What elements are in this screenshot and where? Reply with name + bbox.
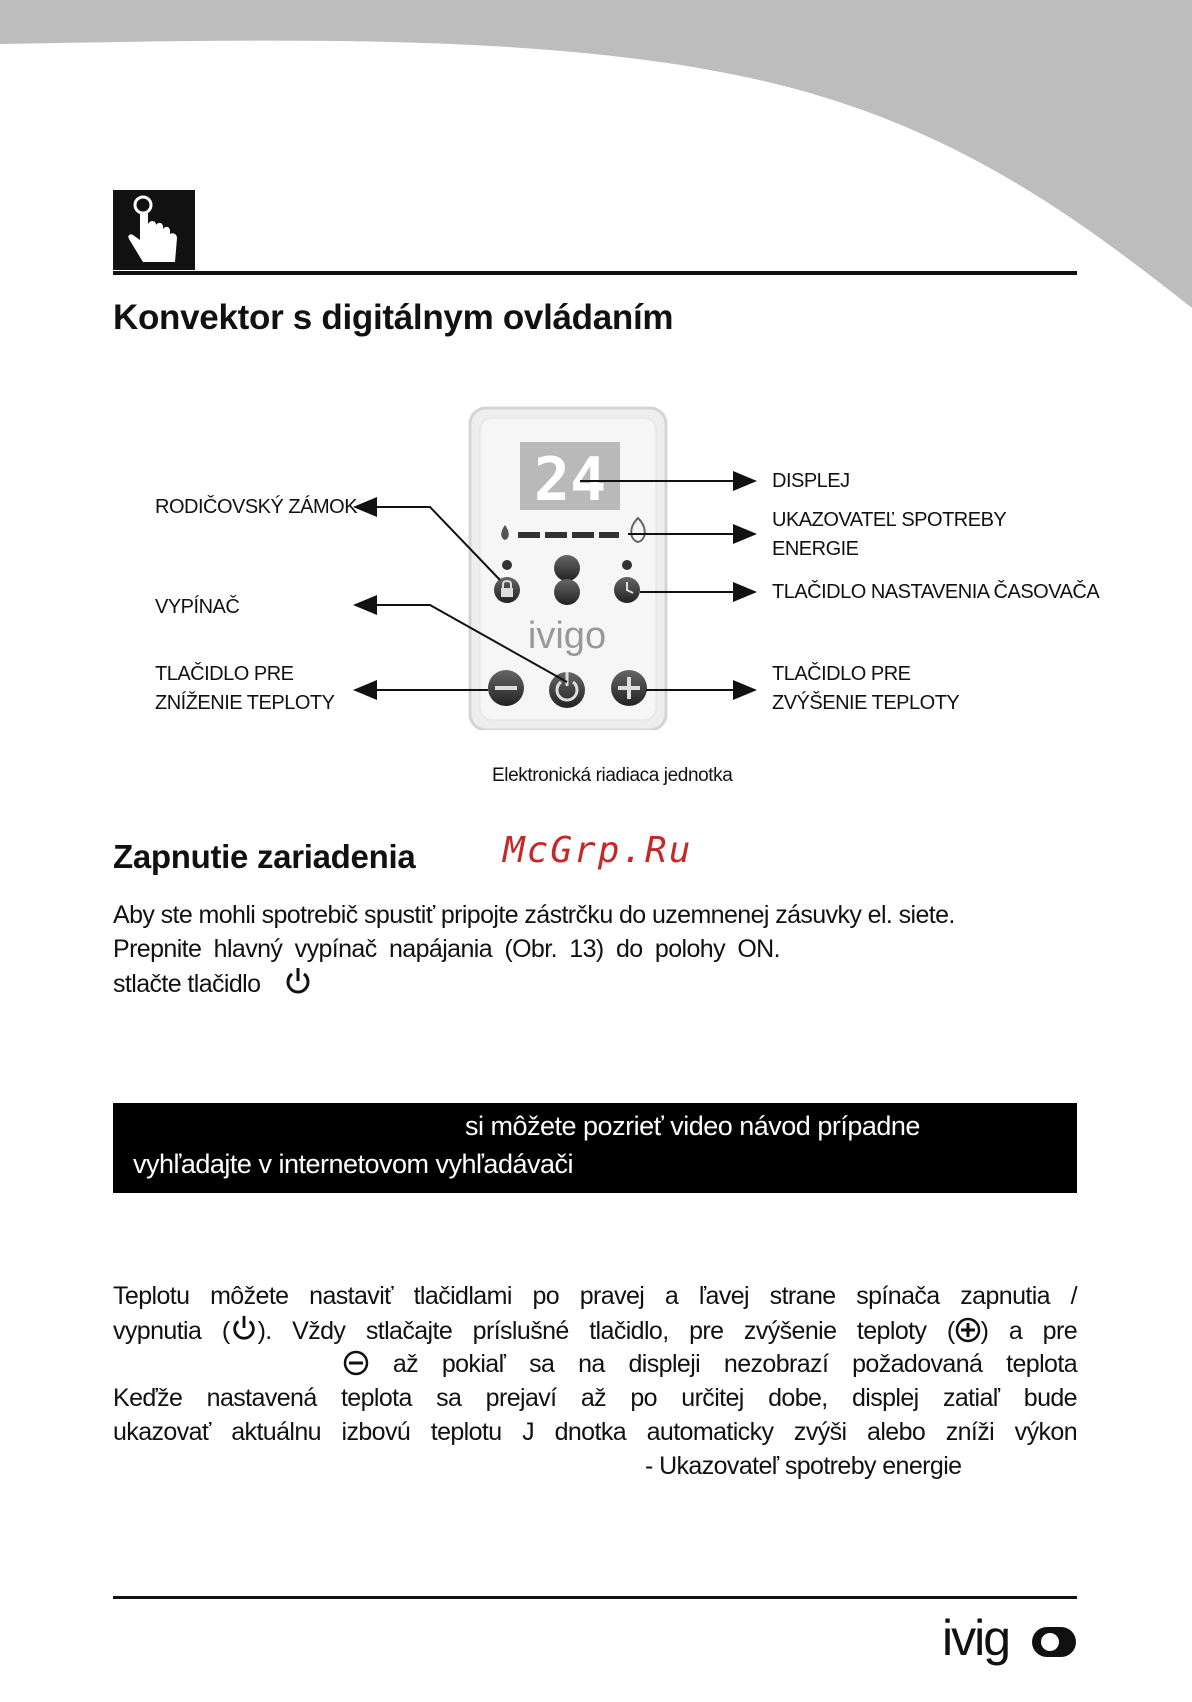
label-temp-down — [155, 660, 334, 718]
device-brand: ivigo — [527, 615, 607, 657]
section-heading-power-on: Zapnutie zariadenia — [113, 838, 416, 875]
label-display: DISPLEJ — [772, 470, 850, 492]
page-title: Konvektor s digitálnym ovládaním — [113, 298, 674, 337]
temp-line-6: - Ukazovateľ spotreby energie — [645, 1452, 962, 1480]
temp-line-2a: vypnutia ( — [113, 1317, 230, 1345]
temp-line-3 — [113, 1347, 1077, 1381]
label-energy-line2: ENERGIE — [772, 538, 859, 560]
power-icon — [230, 1313, 258, 1343]
header-rule — [113, 271, 1077, 275]
power-icon — [283, 966, 313, 996]
power-on-line-2: Prepnite hlavný vypínač napájania (Obr. 13) do polohy ON. — [113, 935, 780, 963]
power-on-line-1: Aby ste mohli spotrebič spustiť pripojte zástrčku do uzemnenej zásuvky el. siete. — [113, 901, 955, 929]
minus-icon — [343, 1350, 369, 1376]
temp-line-2b: ). Vždy stlačajte príslušné tlačidlo, pre zvýšenie teploty ( — [257, 1317, 955, 1345]
temp-line-1: Teplotu môžete nastaviť tlačidlami po pravej a ľavej strane spínača zapnutia / — [113, 1282, 1077, 1310]
label-temp-down-line2: ZNÍŽENIE TEPLOTY — [155, 692, 335, 714]
temperature-paragraph — [113, 1279, 1077, 1483]
ivigo-logo — [940, 1605, 1080, 1669]
banner-line-2: vyhľadajte v internetovom vyhľadávači — [133, 1149, 573, 1179]
temp-line-2c: ) a pre — [980, 1317, 1077, 1345]
label-temp-up-line2: ZVÝŠENIE TEPLOTY — [772, 692, 960, 714]
display-value: 24 — [533, 445, 607, 515]
temp-line-4: Keďže nastavená teplota sa prejaví až po určitej dobe, displej zatiaľ bude — [113, 1384, 1077, 1412]
label-energy — [772, 506, 1006, 564]
minus-button[interactable] — [488, 670, 524, 706]
watermark: McGrp.Ru — [503, 830, 693, 871]
plus-button[interactable] — [611, 670, 647, 706]
press-button-text: stlačte tlačidlo — [113, 970, 261, 998]
temp-line-2 — [113, 1313, 1077, 1347]
banner-line-1: si môžete pozrieť video návod prípadne — [465, 1111, 920, 1141]
control-panel-diagram — [0, 400, 1192, 730]
diagram-caption: Elektronická riadiaca jednotka — [492, 765, 733, 786]
video-guide-banner — [113, 1103, 1077, 1193]
temp-line-3-text: až pokiaľ sa na displeji nezobrazí požadovaná teplota — [392, 1350, 1077, 1378]
label-power-switch: VYPÍNAČ — [155, 596, 240, 618]
display-panel — [520, 442, 620, 515]
label-timer: TLAČIDLO NASTAVENIA ČASOVAČA — [772, 581, 1100, 603]
label-temp-up-line1: TLAČIDLO PRE — [772, 663, 911, 685]
footer-rule — [113, 1596, 1077, 1599]
label-energy-line1: UKAZOVATEĽ SPOTREBY — [772, 509, 1007, 531]
label-temp-up — [772, 660, 959, 718]
logo-text: ivig — [942, 1610, 1010, 1666]
plus-icon — [955, 1317, 981, 1343]
touch-icon — [113, 190, 195, 270]
label-temp-down-line1: TLAČIDLO PRE — [155, 663, 294, 685]
power-on-line-3 — [113, 966, 1077, 1000]
power-on-paragraph — [113, 898, 1077, 1000]
temp-line-5: ukazovať aktuálnu izbovú teplotu J dnotka automaticky zvýši alebo zníži výkon — [113, 1418, 1077, 1446]
label-parental-lock: RODIČOVSKÝ ZÁMOK — [155, 496, 358, 518]
power-button[interactable] — [549, 672, 585, 708]
